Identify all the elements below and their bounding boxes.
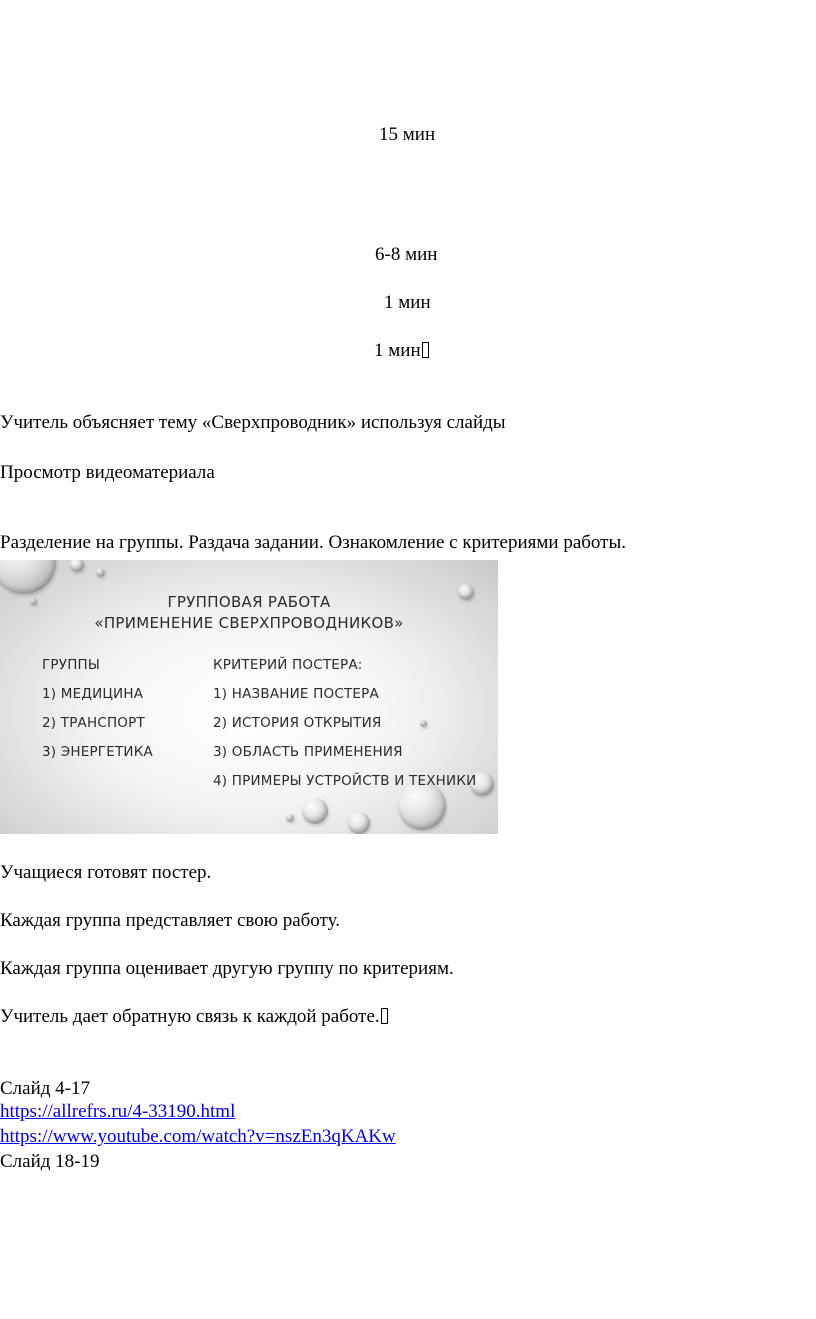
slide-image: [0, 560, 498, 834]
resource-link-allrefrs[interactable]: https://allrefrs.ru/4-33190.html: [0, 1101, 236, 1122]
slide-criteria-item: 3) ОБЛАСТЬ ПРИМЕНЕНИЯ: [213, 744, 403, 760]
step-feedback-wrap: [0, 1006, 388, 1028]
slide-group-item: 2) ТРАНСПОРТ: [42, 715, 145, 731]
water-drop-decoration: [96, 568, 105, 577]
resource-link-youtube[interactable]: https://www.youtube.com/watch?v=nszEn3qKAKw: [0, 1126, 396, 1147]
timing-2: 6-8 мин: [375, 244, 438, 265]
water-drop-decoration: [302, 798, 328, 824]
resource-slides-2: Слайд 18-19: [0, 1151, 100, 1172]
slide-title-line1: ГРУППОВАЯ РАБОТА: [167, 593, 331, 611]
slide-criteria-header: КРИТЕРИЙ ПОСТЕРА:: [213, 657, 363, 673]
water-drop-decoration: [286, 814, 294, 822]
missing-glyph-icon: [381, 1008, 388, 1024]
step-evaluate: Каждая группа оценивает другую группу по критериям.: [0, 958, 454, 979]
step-feedback: Учитель дает обратную связь к каждой работе.: [0, 1006, 380, 1027]
slide-criteria-item: 4) ПРИМЕРЫ УСТРОЙСТВ И ТЕХНИКИ: [213, 773, 477, 789]
water-drop-decoration: [348, 812, 370, 834]
activity-video: Просмотр видеоматериала: [0, 462, 215, 483]
timing-1: 15 мин: [379, 124, 436, 145]
slide-group-item: 1) МЕДИЦИНА: [42, 686, 144, 702]
slide-title-line2: «ПРИМЕНЕНИЕ СВЕРХПРОВОДНИКОВ»: [94, 614, 404, 632]
timing-4-wrap: [374, 340, 429, 362]
water-drop-decoration: [70, 560, 84, 572]
water-drop-decoration: [420, 720, 427, 727]
water-drop-decoration: [398, 782, 446, 830]
activity-groups: Разделение на группы. Раздача задании. Ознакомление с критериями работы.: [0, 532, 626, 553]
timing-4: 1 мин: [374, 340, 421, 361]
slide-group-item: 3) ЭНЕРГЕТИКА: [42, 744, 153, 760]
resource-slides-1: Слайд 4-17: [0, 1078, 90, 1099]
water-drop-decoration: [0, 560, 56, 594]
slide-groups-header: ГРУППЫ: [42, 657, 101, 673]
slide-criteria-item: 1) НАЗВАНИЕ ПОСТЕРА: [213, 686, 379, 702]
missing-glyph-icon: [422, 342, 429, 358]
activity-explain: Учитель объясняет тему «Сверхпроводник» используя слайды: [0, 412, 506, 433]
timing-3: 1 мин: [384, 292, 431, 313]
slide-criteria-item: 2) ИСТОРИЯ ОТКРЫТИЯ: [213, 715, 382, 731]
step-prepare-poster: Учащиеся готовят постер.: [0, 862, 212, 883]
step-present: Каждая группа представляет свою работу.: [0, 910, 340, 931]
